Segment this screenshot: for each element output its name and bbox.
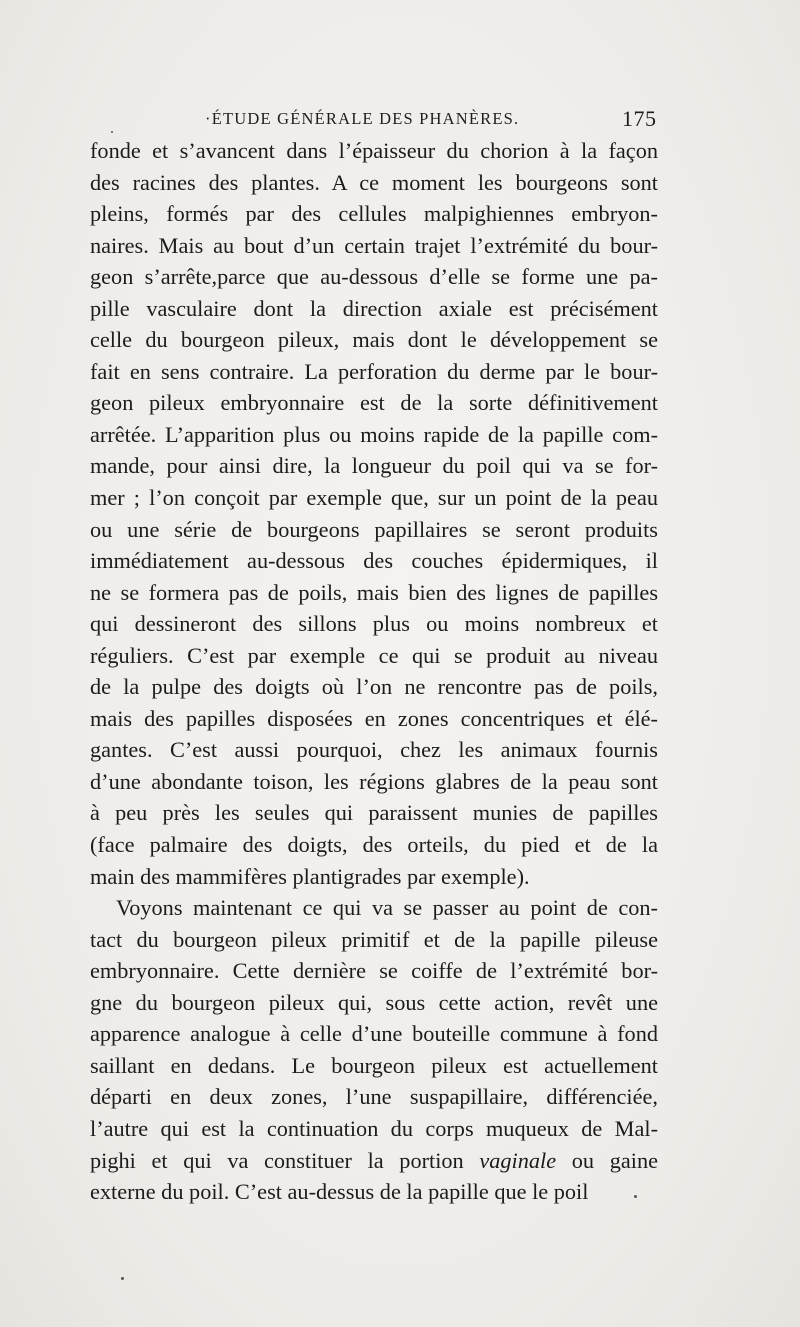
paper-speck — [634, 1195, 637, 1198]
text-line: mer ; l’on conçoit par exemple que, sur un point de la peau — [90, 485, 658, 511]
text-line: pille vasculaire dont la direction axiale est précisément — [90, 295, 658, 321]
text-line: mande, pour ainsi dire, la longueur du poil qui va se for- — [90, 453, 658, 479]
text-line: saillant en dedans. Le bourgeon pileux est actuellement — [90, 1052, 658, 1078]
text-line: l’autre qui est la continuation du corps muqueux de Mal- — [90, 1115, 658, 1141]
text-line: mais des papilles disposées en zones concentriques et élé- — [90, 705, 658, 731]
text-fragment: ou gaine — [556, 1147, 658, 1173]
text-line: ne se formera pas de poils, mais bien des lignes de papilles — [90, 579, 658, 605]
page-number: 175 — [622, 106, 657, 131]
text-line: gantes. C’est aussi pourquoi, chez les animaux fournis — [90, 737, 658, 763]
text-line: immédiatement au-dessous des couches épidermiques, il — [90, 548, 658, 574]
text-line: d’une abondante toison, les régions glabres de la peau sont — [90, 768, 658, 794]
text-line: embryonnaire. Cette dernière se coiffe de l’extrémité bor- — [90, 958, 658, 984]
text-line: geon pileux embryonnaire est de la sorte définitivement — [90, 390, 658, 416]
text-fragment: pighi et qui va constituer la portion — [90, 1147, 480, 1173]
text-line: Voyons maintenant ce qui va se passer au point de con- — [116, 895, 658, 921]
text-line: des racines des plantes. A ce moment les bourgeons sont — [90, 169, 658, 195]
text-line: naires. Mais au bout d’un certain trajet l’extrémité du bour- — [90, 232, 658, 258]
text-line: fonde et s’avancent dans l’épaisseur du chorion à la façon — [90, 138, 658, 163]
text-line: à peu près les seules qui paraissent munies de papilles — [90, 800, 658, 826]
text-line: départi en deux zones, l’une suspapillaire, différenciée, — [90, 1084, 658, 1110]
text-line: réguliers. C’est par exemple ce qui se produit au niveau — [90, 642, 658, 668]
text-line: celle du bourgeon pileux, mais dont le développement se — [90, 327, 658, 353]
text-line: ou une série de bourgeons papillaires se seront produits — [90, 516, 658, 542]
italic-word: vaginale — [479, 1147, 557, 1173]
text-line: qui dessineront des sillons plus ou moins nombreux et — [90, 611, 658, 637]
text-line: arrêtée. L’apparition plus ou moins rapide de la papille com- — [90, 421, 658, 447]
text-line: geon s’arrête,parce que au-dessous d’elle se forme une pa- — [90, 264, 658, 290]
paper-speck — [111, 131, 113, 133]
text-line: main des mammifères plantigrades par exemple). — [90, 863, 530, 889]
text-line: apparence analogue à celle d’une bouteille commune à fond — [90, 1021, 658, 1047]
text-line: pleins, formés par des cellules malpighiennes embryon- — [90, 201, 658, 227]
paragraph — [90, 892, 658, 1207]
text-line: gne du bourgeon pileux qui, sous cette action, revêt une — [90, 989, 658, 1015]
text-line: tact du bourgeon pileux primitif et de la papille pileuse — [90, 926, 658, 952]
text-line: de la pulpe des doigts où l’on ne rencontre pas de poils, — [90, 674, 658, 700]
text-line: (face palmaire des doigts, des orteils, du pied et de la — [90, 832, 658, 858]
paper-speck — [121, 1277, 124, 1280]
text-line: externe du poil. C’est au-dessus de la papille que le poil — [90, 1179, 589, 1205]
text-line-with-italic — [90, 1145, 658, 1177]
text-line: fait en sens contraire. La perforation du derme par le bour- — [90, 358, 658, 384]
running-title: ·ÉTUDE GÉNÉRALE DES PHANÈRES. — [205, 109, 520, 128]
paragraph — [90, 135, 658, 892]
body-text — [90, 135, 658, 1208]
